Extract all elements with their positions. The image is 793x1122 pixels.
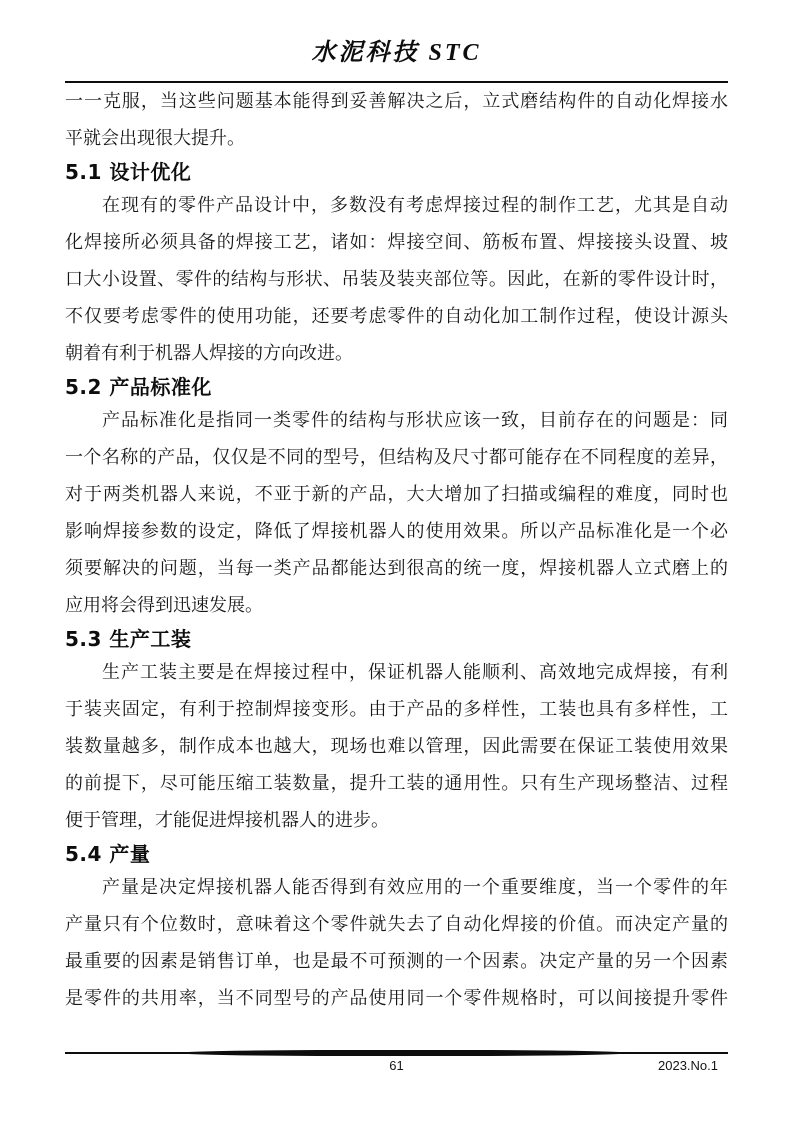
journal-header [65,0,728,83]
paragraph-line: 平就会出现很大提升。 [65,128,245,148]
paragraph-line: 对于两类机器人来说，不亚于新的产品，大大增加了扫描或编程的难度，同时也 [65,484,728,504]
paragraph-line: 在现有的零件产品设计中，多数没有考虑焊接过程的制作工艺，尤其是自动 [102,195,728,215]
paragraph-line: 一个名称的产品，仅仅是不同的型号，但结构及尺寸都可能存在不同程度的差异， [65,447,728,467]
paragraph-line: 口大小设置、零件的结构与形状、吊装及装夹部位等。因此，在新的零件设计时， [65,269,728,289]
paragraph-line: 的前提下，尽可能压缩工装数量，提升工装的通用性。只有生产现场整洁、过程 [65,773,728,793]
section-heading-5-4: 5.4 产量 [65,842,151,866]
section-heading-5-1: 5.1 设计优化 [65,160,192,184]
paragraph-line: 化焊接所必须具备的焊接工艺，诸如：焊接空间、筋板布置、焊接接头设置、坡 [65,232,728,252]
paragraph-line: 生产工装主要是在焊接过程中，保证机器人能顺利、高效地完成焊接，有利 [102,662,728,682]
article-body [65,83,728,1017]
footer-divider-thick [178,1050,629,1056]
paragraph-line: 于装夹固定，有利于控制焊接变形。由于产品的多样性，工装也具有多样性，工 [65,699,728,719]
paragraph-line: 产量是决定焊接机器人能否得到有效应用的一个重要维度，当一个零件的年 [102,877,728,897]
paragraph-line: 装数量越多，制作成本也越大，现场也难以管理，因此需要在保证工装使用效果 [65,736,728,756]
issue-number: 2023.No.1 [658,1058,718,1073]
paragraph-line: 产品标准化是指同一类零件的结构与形状应该一致，目前存在的问题是：同 [102,410,728,430]
paragraph-line: 须要解决的问题，当每一类产品都能达到很高的统一度，焊接机器人立式磨上的 [65,558,728,578]
paragraph-line: 应用将会得到迅速发展。 [65,595,263,615]
paragraph-line: 是零件的共用率，当不同型号的产品使用同一个零件规格时，可以间接提升零件 [65,988,728,1008]
page-number: 61 [389,1058,404,1073]
paragraph-line: 影响焊接参数的设定，降低了焊接机器人的使用效果。所以产品标准化是一个必 [65,521,728,541]
journal-title: 水泥科技 STC [311,40,482,66]
paragraph-line: 朝着有利于机器人焊接的方向改进。 [65,343,353,363]
paragraph-line: 产量只有个位数时，意味着这个零件就失去了自动化焊接的价值。而决定产量的 [65,914,728,934]
paragraph-line: 一一克服，当这些问题基本能得到妥善解决之后，立式磨结构件的自动化焊接水 [65,91,728,111]
paragraph-line: 不仅要考虑零件的使用功能，还要考虑零件的自动化加工制作过程，使设计源头 [65,306,728,326]
section-heading-5-2: 5.2 产品标准化 [65,375,212,399]
section-heading-5-3: 5.3 生产工装 [65,627,192,651]
paragraph-line: 最重要的因素是销售订单，也是最不可预测的一个因素。决定产量的另一个因素 [65,951,728,971]
paragraph-line: 便于管理，才能促进焊接机器人的进步。 [65,810,389,830]
footer-divider [65,1050,728,1056]
page-footer [65,1058,728,1076]
